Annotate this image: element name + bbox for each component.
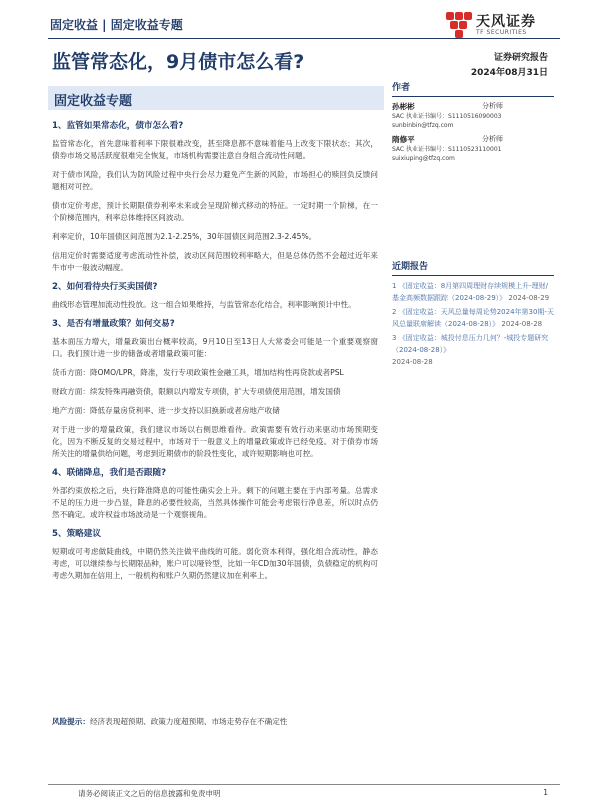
body-paragraph: 外部约束放松之后，央行降准降息的可能性确实会上升。剩下的问题主要在于内部考量。总需求不足的压力进一步凸显，降息的必要性较高，当然具体操作可能会考虑银行净息差，所以时点仍然不确定。或许权益市场波动是一个观察视角。 bbox=[52, 486, 378, 519]
main-content bbox=[52, 120, 378, 589]
tf-securities-logo bbox=[446, 10, 550, 40]
section-heading: 2、如何看待央行买卖国债? bbox=[52, 282, 158, 292]
report-title: 监管常态化，9月债市怎么看? bbox=[52, 51, 305, 73]
recent-report-number: 2 bbox=[392, 308, 397, 316]
logo-mark-icon bbox=[446, 12, 472, 38]
author-email[interactable]: sunbinbin@tfzq.com bbox=[392, 122, 454, 129]
recent-report-link[interactable]: 《固定收益：天风总量每周论势2024年第30期-天风总量联席解读（2024-08-28）》 bbox=[392, 308, 554, 328]
recent-report-number: 1 bbox=[392, 282, 397, 290]
author-cert: SAC 执业证书编号：S1110516090003 bbox=[392, 113, 502, 120]
authors-heading: 作者 bbox=[392, 80, 554, 97]
sidebar bbox=[392, 80, 554, 370]
logo-name-cn: 天风证券 bbox=[476, 14, 536, 30]
footer-divider bbox=[48, 784, 560, 785]
footer-disclaimer: 请务必阅读正文之后的信息披露和免责申明 bbox=[78, 789, 221, 798]
author-name: 孙彬彬 bbox=[392, 102, 415, 111]
section-heading: 1、监管如果常态化，债市怎么看? bbox=[52, 121, 184, 131]
page-number: 1 bbox=[543, 788, 548, 797]
body-paragraph: 信用定价时需要适度考虑流动性补偿，波动区间范围较利率略大，但是总体仍然不会超过近年来牛市中一般波动幅度。 bbox=[52, 251, 378, 272]
body-paragraph: 曲线形态管理加流动性投放。这一组合如果维持，与监管常态化结合，利率影响预计中性。 bbox=[52, 300, 356, 309]
section-band bbox=[48, 86, 384, 110]
recent-report-link[interactable]: 《固定收益：8月第四周理财存续规模上升-理财/基金高频数据跟踪（2024-08-29）》 bbox=[392, 282, 549, 302]
recent-report-link[interactable]: 《固定收益：城投付息压力几何？-城投专题研究（2024-08-28）》 bbox=[392, 334, 549, 354]
author-role: 分析师 bbox=[482, 102, 503, 110]
recent-report-date: 2024-08-29 bbox=[508, 294, 550, 302]
body-paragraph: 货币方面：降OMO/LPR，降准，发行专项政策性金融工具，增加结构性再贷款或者PSL bbox=[52, 368, 344, 377]
author-cert: SAC 执业证书编号：S1110523110001 bbox=[392, 146, 502, 153]
report-date: 2024年08月31日 bbox=[470, 68, 548, 78]
section-heading: 4、联储降息，我们是否跟随? bbox=[52, 468, 167, 478]
risk-text: 经济表现超预期、政策力度超预期、市场走势存在不确定性 bbox=[89, 717, 288, 726]
body-paragraph: 债市定价考虑，预计长期限债券利率未来或会呈现阶梯式移动的特征。一定时期一个阶梯，在一个阶梯范围内，利率总体维持区间波动。 bbox=[52, 201, 378, 222]
body-paragraph: 短期或可考虑做陡曲线，中期仍然关注做平曲线的可能。弱化资本利得，强化组合流动性，静态考虑，可以继续参与长期限品种，账户可以哑铃型，比如一年CD加30年国债，负债稳定的机构可考虑久期加在信用上，一般机构和账户久期仍然建议加在利率上。 bbox=[52, 547, 378, 580]
header-divider bbox=[48, 38, 560, 39]
risk-label: 风险提示： bbox=[52, 717, 90, 726]
logo-name-en: TF SECURITIES bbox=[476, 29, 527, 36]
body-paragraph: 对于进一步的增量政策，我们建议市场以右侧思维看待。政策需要有效行动来驱动市场预期变化，因为不断反复的交易过程中，市场对于一般意义上的增量政策或许已经免疫。对于债券市场所关注的增量供给问题，考虑到近期债市的阶段性变化，或许短期影响也可控。 bbox=[52, 425, 378, 458]
body-paragraph: 利率定价，10年国债区间范围为2.1-2.25%，30年国债区间范围2.3-2.45%。 bbox=[52, 232, 317, 241]
recent-report-item[interactable] bbox=[392, 306, 554, 330]
section-label: 固定收益专题 bbox=[54, 94, 133, 109]
author-role: 分析师 bbox=[482, 135, 503, 143]
body-paragraph: 财政方面：续发特殊再融资债，限额以内增发专项债，扩大专项债使用范围，增发国债 bbox=[52, 387, 341, 396]
author-card bbox=[392, 134, 554, 163]
recent-report-date: 2024-08-28 bbox=[392, 358, 433, 366]
body-paragraph: 对于债市风险，我们认为防风险过程中央行会尽力避免产生新的风险，市场担心的赎回负反馈问题相对可控。 bbox=[52, 170, 378, 191]
recent-report-number: 3 bbox=[392, 334, 397, 342]
recent-reports-heading: 近期报告 bbox=[392, 259, 554, 276]
header-category: 固定收益 | 固定收益专题 bbox=[50, 18, 183, 32]
author-card bbox=[392, 101, 554, 130]
recent-report-date: 2024-08-28 bbox=[501, 320, 543, 328]
author-name: 隋修平 bbox=[392, 135, 415, 144]
recent-report-item[interactable] bbox=[392, 332, 554, 368]
section-heading: 3、是否有增量政策？如何交易? bbox=[52, 319, 175, 329]
section-heading: 5、策略建议 bbox=[52, 529, 101, 539]
risk-warning bbox=[52, 716, 378, 728]
report-type: 证券研究报告 bbox=[493, 53, 548, 63]
body-paragraph: 基本面压力增大，增量政策出台概率较高，9月10日至13日人大常委会可能是一个重要观察窗口。我们预计进一步的储备或者增量政策可能： bbox=[52, 337, 378, 358]
body-paragraph: 地产方面：降低存量房贷利率、进一步支持以旧换新或者房地产收储 bbox=[52, 406, 280, 415]
author-email[interactable]: suixiuping@tfzq.com bbox=[392, 155, 455, 162]
recent-report-item[interactable] bbox=[392, 280, 554, 304]
body-paragraph: 监管常态化，首先意味着利率下限很难改变，甚至降息都不意味着能马上改变下限状态；其次，债券市场交易活跃度很难完全恢复，市场机构需要注意自身组合流动性问题。 bbox=[52, 139, 378, 160]
